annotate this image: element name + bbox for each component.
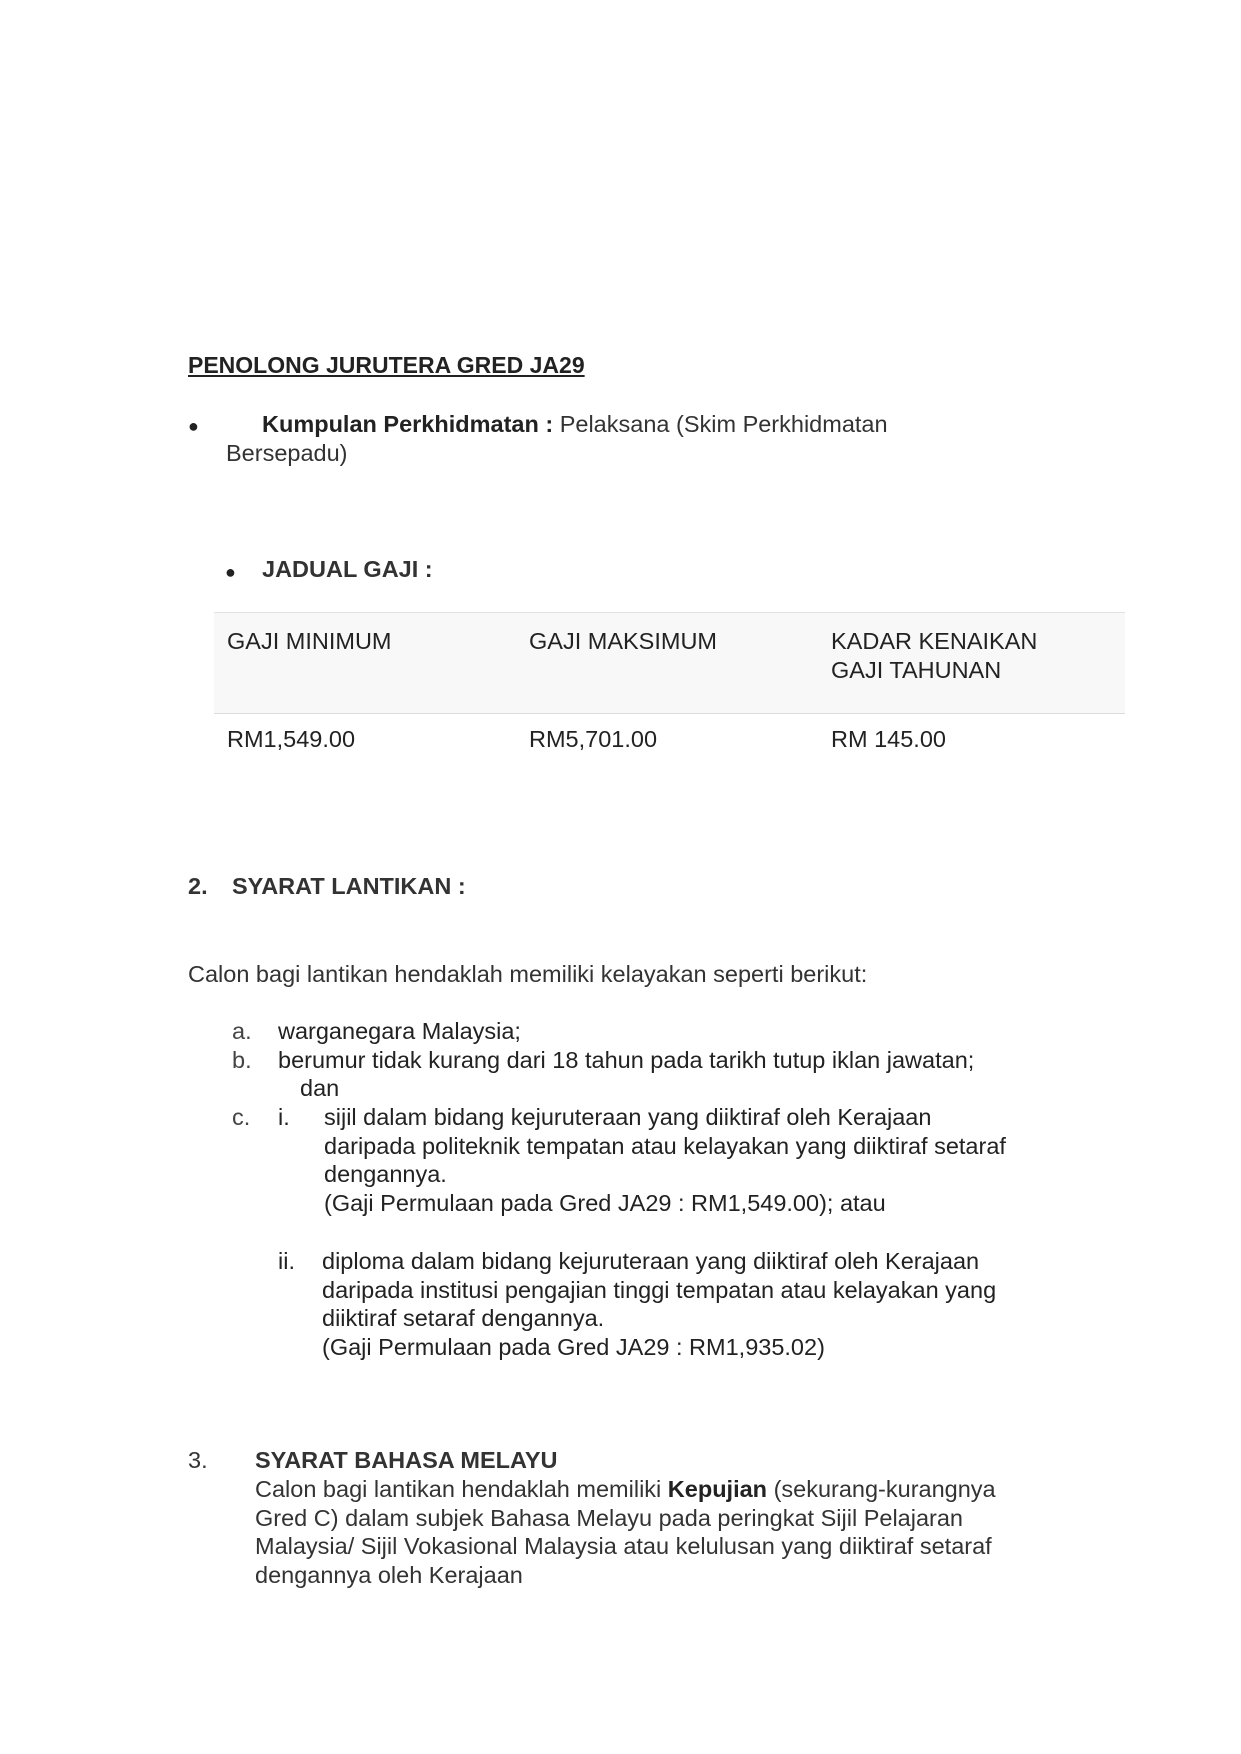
section-3-line: dengannya oleh Kerajaan — [255, 1562, 523, 1588]
list-marker: c. — [232, 1104, 251, 1130]
sub-item-line: daripada politeknik tempatan atau kelayakan yang diiktiraf setaraf — [324, 1133, 1006, 1159]
section-3-line: Gred C) dalam subjek Bahasa Melayu pada peringkat Sijil Pelajaran — [255, 1505, 963, 1531]
kumpulan-line — [262, 410, 888, 439]
sub-item-line: (Gaji Permulaan pada Gred JA29 : RM1,549.00); atau — [324, 1190, 886, 1216]
table-row — [214, 714, 1125, 786]
section-3-number: 3. — [188, 1447, 208, 1473]
list-item: warganegara Malaysia; — [278, 1018, 521, 1044]
section-2-number: 2. — [188, 873, 208, 899]
bullet-icon: ● — [225, 562, 236, 582]
cell-gaji-maksimum: RM5,701.00 — [529, 726, 658, 752]
section-3-line: Malaysia/ Sijil Vokasional Malaysia atau kelulusan yang diiktiraf setaraf — [255, 1533, 992, 1559]
section-2-heading: SYARAT LANTIKAN : — [232, 873, 466, 899]
sub-item-line: sijil dalam bidang kejuruteraan yang diiktiraf oleh Kerajaan — [324, 1104, 932, 1130]
list-item: berumur tidak kurang dari 18 tahun pada tarikh tutup iklan jawatan; — [278, 1047, 975, 1073]
header-gaji-maksimum: GAJI MAKSIMUM — [516, 613, 818, 714]
header-gaji-minimum: GAJI MINIMUM — [214, 613, 516, 714]
bullet-icon: ● — [188, 416, 199, 436]
kumpulan-label: Kumpulan Perkhidmatan : — [262, 411, 554, 437]
salary-table — [214, 612, 1125, 785]
section-3-line: Calon bagi lantikan hendaklah memiliki Kepujian (sekurang-kurangnya — [255, 1476, 996, 1502]
sub-item-line: diiktiraf setaraf dengannya. — [322, 1305, 605, 1331]
list-marker: b. — [232, 1047, 252, 1073]
jadual-label: JADUAL GAJI : — [262, 556, 433, 582]
cell-gaji-minimum: RM1,549.00 — [227, 726, 356, 752]
sub-marker: ii. — [278, 1248, 295, 1274]
header-kadar-kenaikan: KADAR KENAIKAN GAJI TAHUNAN — [818, 613, 1125, 714]
sub-item-line: daripada institusi pengajian tinggi tempatan atau kelayakan yang — [322, 1277, 997, 1303]
sub-marker: i. — [278, 1104, 290, 1130]
kumpulan-value-cont: Bersepadu) — [226, 440, 348, 466]
page-title: PENOLONG JURUTERA GRED JA29 — [188, 352, 585, 378]
kepujian-bold: Kepujian — [667, 1476, 768, 1502]
section-2-intro: Calon bagi lantikan hendaklah memiliki kelayakan seperti berikut: — [188, 961, 868, 987]
kumpulan-value: Pelaksana (Skim Perkhidmatan — [559, 411, 888, 437]
sub-item-line: diploma dalam bidang kejuruteraan yang diiktiraf oleh Kerajaan — [322, 1248, 980, 1274]
cell-kadar-kenaikan: RM 145.00 — [831, 726, 946, 752]
sub-item-line: dengannya. — [324, 1161, 447, 1187]
list-item-cont: dan — [300, 1075, 340, 1101]
section-3-heading: SYARAT BAHASA MELAYU — [255, 1447, 558, 1473]
list-marker: a. — [232, 1018, 252, 1044]
table-header-row — [214, 613, 1125, 714]
sub-item-line: (Gaji Permulaan pada Gred JA29 : RM1,935.02) — [322, 1334, 825, 1360]
